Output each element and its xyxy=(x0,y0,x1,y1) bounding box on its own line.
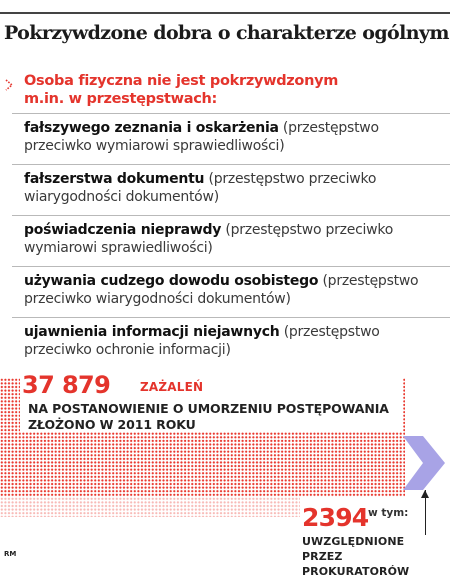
list-item xyxy=(12,266,450,317)
complaints-line-1: NA POSTANOWIENIE O UMORZENIU POSTĘPOWANIA xyxy=(28,401,389,416)
list-item xyxy=(12,215,450,266)
intro-text xyxy=(24,72,444,108)
crime-note: (przestępstwo przeciwko wymiarowi sprawiedliwości) xyxy=(24,222,394,256)
crime-note: (przestępstwo przeciwko wiarygodności dokumentów) xyxy=(24,273,419,307)
intro-line-2: m.in. w przestępstwach: xyxy=(24,91,218,107)
accepted-note: w tym: xyxy=(368,507,409,519)
crime-note: (przestępstwo przeciwko wymiarowi sprawiedliwości) xyxy=(24,120,379,154)
list-item xyxy=(12,317,450,368)
accepted-line-1: UWZGLĘDNIONE xyxy=(302,535,405,548)
accepted-number: 2394 xyxy=(302,503,369,532)
complaints-text xyxy=(28,401,398,433)
accepted-line-2: PRZEZ PROKURATORÓW xyxy=(302,550,410,578)
complaints-line-2: ZŁOŻONO W 2011 ROKU xyxy=(28,417,196,432)
top-rule xyxy=(0,12,450,14)
crime-name: fałszerstwa dokumentu xyxy=(24,171,205,187)
author-credit: RM xyxy=(4,550,17,558)
complaints-number: 37 879 xyxy=(22,371,111,399)
arrow-right-icon xyxy=(403,436,445,490)
intro-line-1: Osoba fizyczna nie jest pokrzywdzonym xyxy=(24,73,339,89)
list-item xyxy=(12,113,450,164)
crime-list xyxy=(12,113,450,368)
crime-name: fałszywego zeznania i oskarżenia xyxy=(24,120,279,136)
chevron-bullet-icon xyxy=(4,79,16,91)
list-item xyxy=(12,164,450,215)
crime-note: (przestępstwo przeciwko ochronie informacji) xyxy=(24,324,380,358)
page-title: Pokrzywdzone dobra o charakterze ogólnym xyxy=(4,22,449,44)
crime-name: poświadczenia nieprawdy xyxy=(24,222,222,238)
accepted-text xyxy=(302,534,452,579)
dotted-area-tail xyxy=(0,497,300,517)
complaints-unit: ZAŻALEŃ xyxy=(140,380,204,394)
crime-name: używania cudzego dowodu osobistego xyxy=(24,273,319,289)
crime-name: ujawnienia informacji niejawnych xyxy=(24,324,280,340)
arrow-up-icon xyxy=(421,490,429,498)
crime-note: (przestępstwo przeciwko wiarygodności dokumentów) xyxy=(24,171,377,205)
